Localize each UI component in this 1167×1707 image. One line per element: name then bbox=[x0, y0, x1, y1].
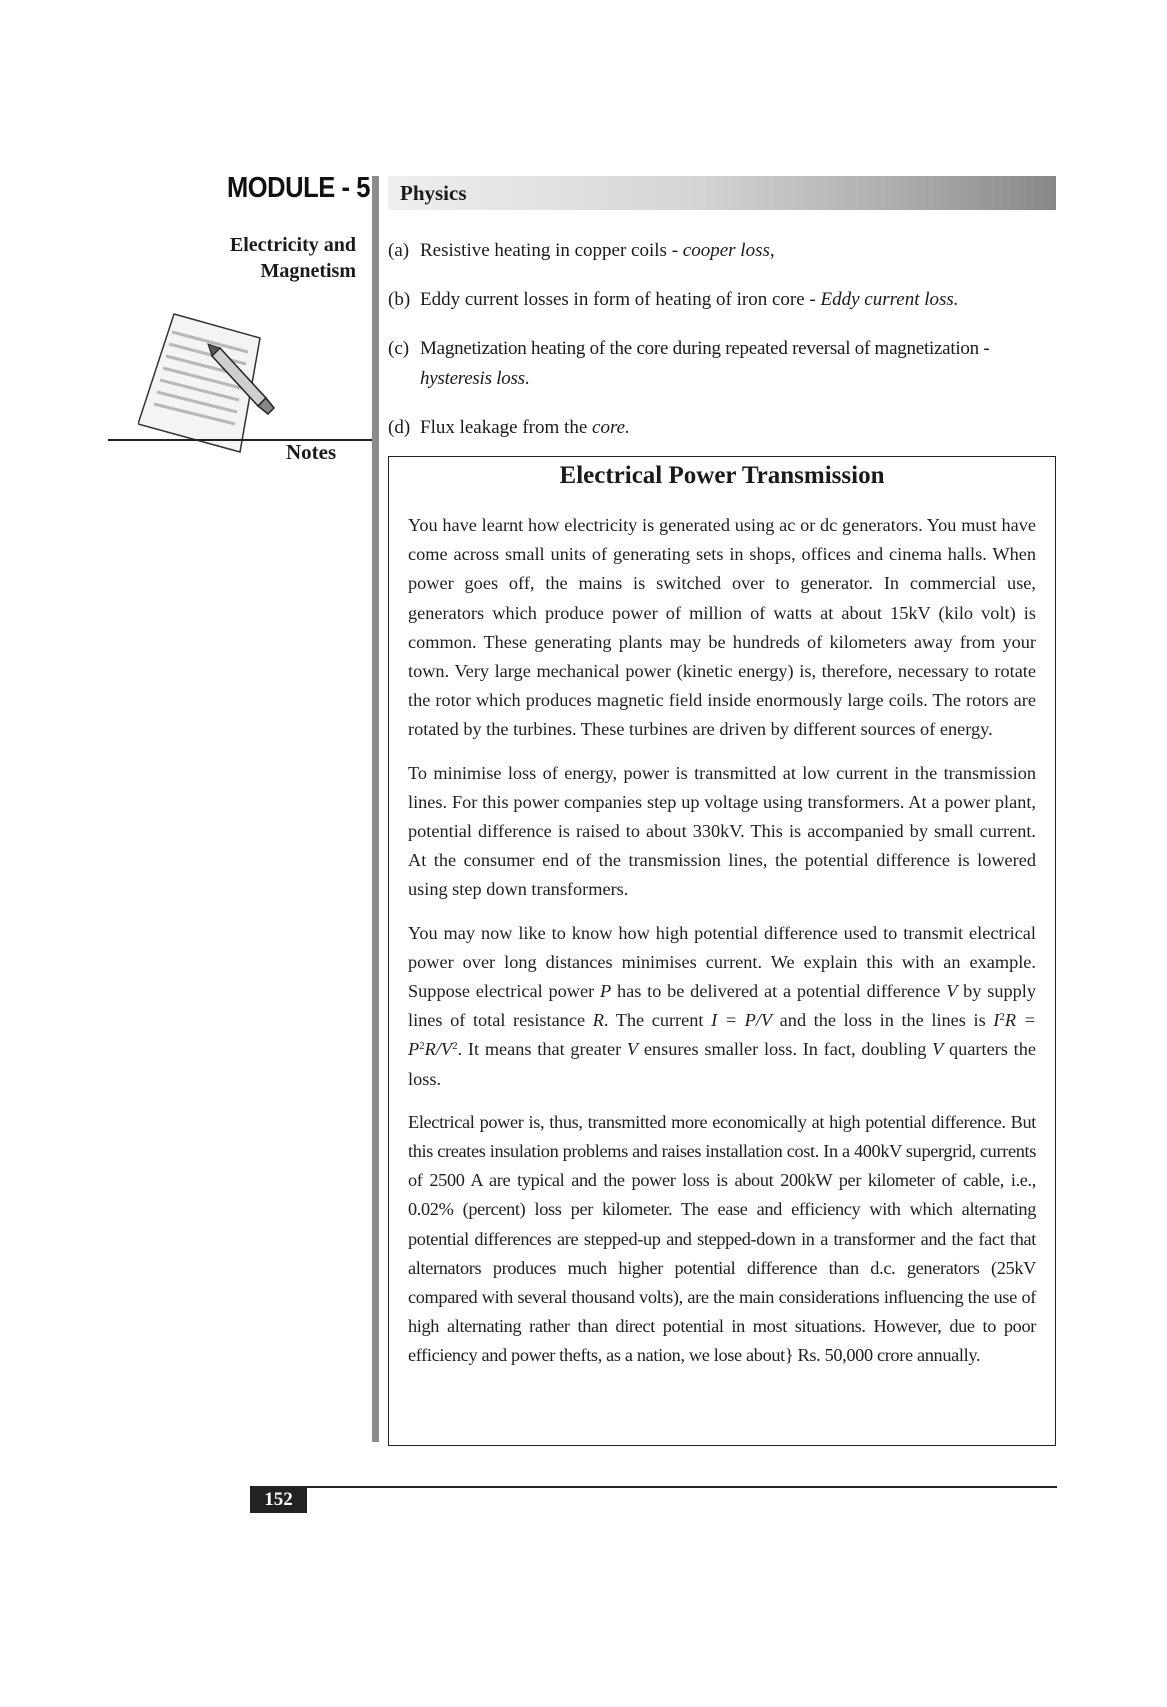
loss-term: hysteresis loss bbox=[420, 368, 525, 389]
loss-term: Eddy current loss. bbox=[820, 289, 959, 310]
module-title: MODULE - 5 bbox=[226, 172, 370, 204]
loss-term: core. bbox=[592, 417, 630, 438]
list-item-label: (a) bbox=[388, 240, 410, 261]
paragraph-2: To minimise loss of energy, power is transmitted at low current in the transmission lines. For this power companies step up voltage using transformers. At a power plant, potential difference is raised to about 330kV. This is accompanied by small current. At the consumer end of the transmission lines, the potential difference is lowered using step down transformers. bbox=[408, 762, 1036, 900]
list-item bbox=[388, 413, 1060, 443]
list-item-text: Resistive heating in copper coils - cooper loss, bbox=[420, 240, 775, 261]
paragraph-4: Electrical power is, thus, transmitted more economically at high potential difference. But this creates insulation problems and raises installation cost. In a 400kV supergrid, currents of 2500 A are typical and the power loss is about 200kW per kilometer of cable, i.e., 0.02% (percent) loss per kilometer. The ease and efficiency with which alternating potential differences are stepped-up and stepped-down in a transformer and the fact that alternators produces much higher potential difference than d.c. generators (25kV compared with several thousand volts), are the main considerations influencing the use of high alternating rather than direct potential in most situations. However, due to poor efficiency and power thefts, as a nation, we lose about} Rs. 50,000 crore annually. bbox=[408, 1111, 1036, 1366]
subtitle-line-1: Electricity and bbox=[229, 234, 356, 256]
paragraph-1: You have learnt how electricity is generated using ac or dc generators. You must have come across small units of generating sets in shops, offices and cinema halls. When power goes off, the mains is switched over to generator. In commercial use, generators which produce power of million of watts at about 15kV (kilo volt) is common. These generating plants may be hundreds of kilometers away from your town. Very large mechanical power (kinetic energy) is, therefore, necessary to rotate the rotor which produces magnetic field inside enormously large coils. The rotors are rotated by the turbines. These turbines are driven by different sources of energy. bbox=[408, 515, 1036, 740]
list-item-label: (b) bbox=[388, 289, 411, 310]
loss-term: cooper loss bbox=[682, 240, 770, 261]
list-item-label: (d) bbox=[388, 417, 411, 438]
notepad-pencil-icon bbox=[138, 306, 298, 454]
footer-rule bbox=[250, 1486, 1057, 1488]
list-item-text: Flux leakage from the core. bbox=[420, 417, 630, 438]
header-title: Physics bbox=[400, 181, 467, 205]
box-title: Electrical Power Transmission bbox=[559, 462, 885, 489]
list-item-text: Magnetization heating of the core during repeated reversal of magnetization - hysteresis loss. bbox=[420, 338, 990, 389]
subtitle-line-2: Magnetism bbox=[260, 260, 356, 282]
margin-divider bbox=[372, 176, 379, 1442]
header-band bbox=[388, 176, 1056, 210]
current-equation: I = P/V bbox=[711, 1010, 773, 1031]
page-number: 152 bbox=[250, 1487, 307, 1513]
notes-label: Notes bbox=[286, 440, 337, 464]
list-item-label: (c) bbox=[388, 338, 410, 359]
list-item bbox=[388, 236, 1060, 266]
list-item bbox=[388, 285, 1060, 315]
loss-list bbox=[388, 236, 1060, 462]
module-subtitle bbox=[180, 232, 356, 284]
list-item bbox=[388, 334, 1060, 394]
list-item-text: Eddy current losses in form of heating of iron core - Eddy current loss. bbox=[420, 289, 959, 310]
paragraph-3: You may now like to know how high potential difference used to transmit electrical power over long distances minimises current. We explain this with an example. Suppose electrical power P has to be delivered at a potential difference V by supply lines of total resistance R. The current I = P/V and the loss in the lines is $I^2R = P^2R/V^2$. It means that greater V ensures smaller loss. In fact, doubling V quarters the loss. bbox=[408, 922, 1036, 1089]
box-body bbox=[408, 511, 1036, 1385]
